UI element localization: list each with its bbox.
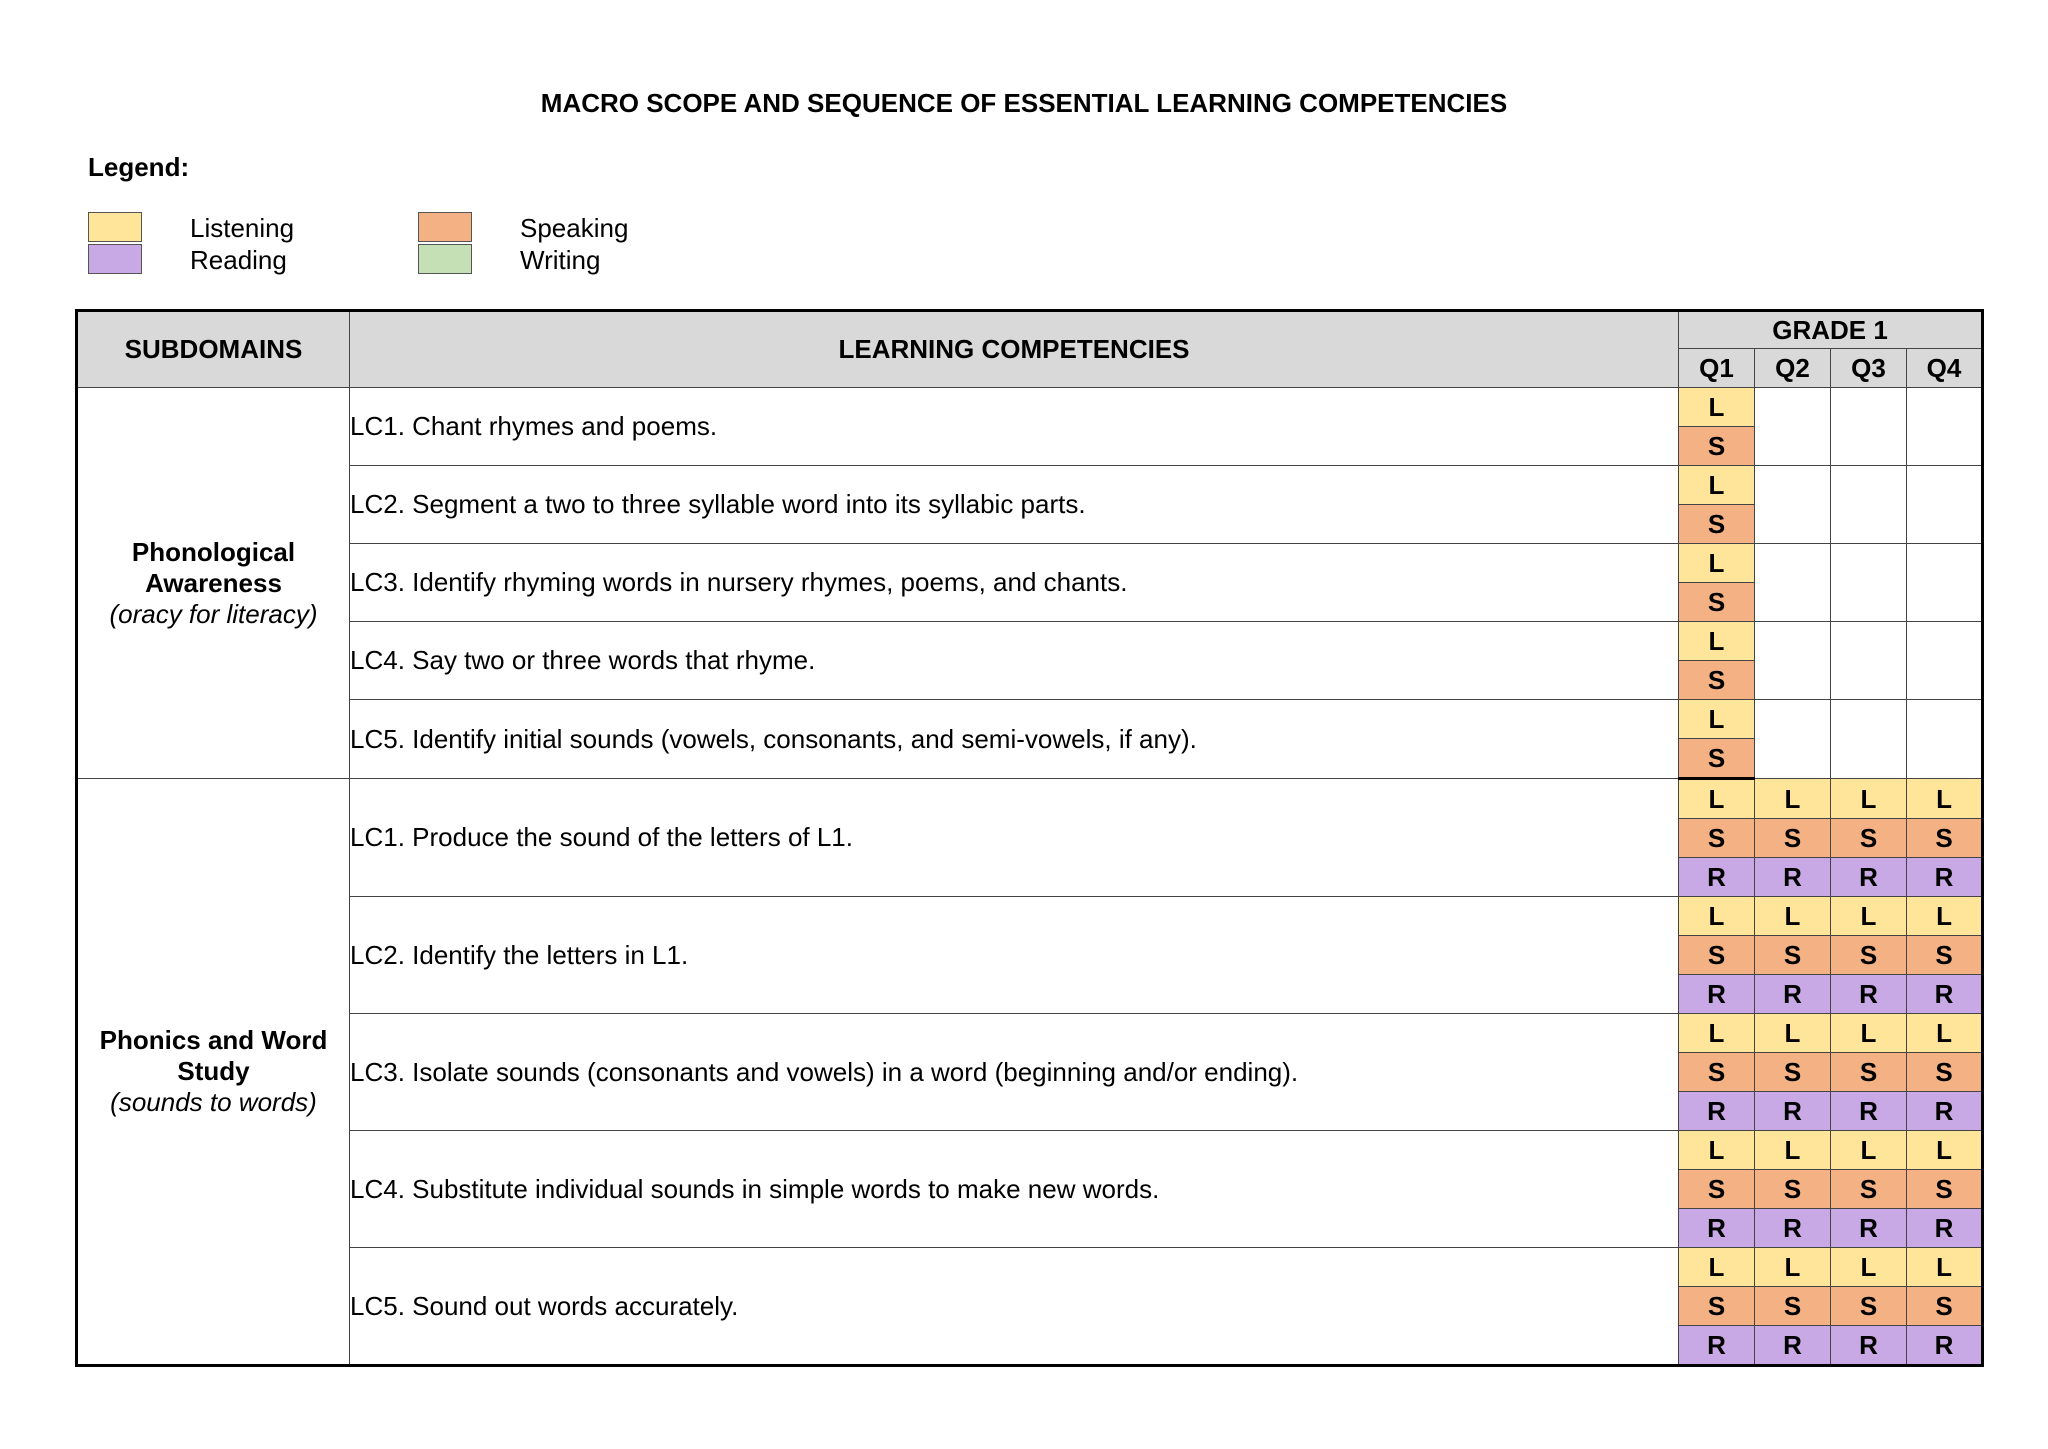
table-body bbox=[77, 388, 1983, 1366]
header-grade: GRADE 1 bbox=[1679, 311, 1983, 349]
legend-swatch-writing bbox=[418, 244, 472, 274]
quarter-code-cell: R bbox=[1831, 1209, 1907, 1248]
table-row bbox=[77, 622, 1983, 661]
quarter-code-cell: L bbox=[1679, 897, 1755, 936]
quarter-code-cell: R bbox=[1679, 858, 1755, 897]
quarter-code-cell: R bbox=[1907, 1092, 1983, 1131]
quarter-code-cell: S bbox=[1679, 936, 1755, 975]
quarter-code-cell: L bbox=[1831, 1131, 1907, 1170]
header-learning-competencies: LEARNING COMPETENCIES bbox=[350, 311, 1679, 388]
quarter-code-cell: R bbox=[1679, 1326, 1755, 1366]
quarter-code-cell: R bbox=[1755, 1092, 1831, 1131]
quarter-code-cell: S bbox=[1831, 819, 1907, 858]
quarter-code-cell: S bbox=[1907, 1287, 1983, 1326]
quarter-code-cell: L bbox=[1831, 779, 1907, 819]
quarter-code-cell: L bbox=[1755, 1131, 1831, 1170]
header-subdomains: SUBDOMAINS bbox=[77, 311, 350, 388]
quarter-code-cell: S bbox=[1679, 1287, 1755, 1326]
quarter-code-cell: L bbox=[1907, 1131, 1983, 1170]
quarter-code-cell: L bbox=[1907, 1248, 1983, 1287]
quarter-code-cell: R bbox=[1907, 1209, 1983, 1248]
quarter-code-cell: S bbox=[1755, 819, 1831, 858]
table-row bbox=[77, 1131, 1983, 1170]
competency-text: LC2. Identify the letters in L1. bbox=[350, 897, 1679, 1014]
quarter-code-cell: S bbox=[1755, 1287, 1831, 1326]
quarter-empty-cell bbox=[1831, 544, 1907, 622]
quarter-code-cell: L bbox=[1679, 1131, 1755, 1170]
quarter-code-cell: S bbox=[1907, 936, 1983, 975]
table-row bbox=[77, 544, 1983, 583]
competency-text: LC3. Identify rhyming words in nursery rhymes, poems, and chants. bbox=[350, 544, 1679, 622]
quarter-code-cell: S bbox=[1755, 1170, 1831, 1209]
quarter-empty-cell bbox=[1831, 622, 1907, 700]
quarter-empty-cell bbox=[1907, 466, 1983, 544]
competency-text: LC1. Produce the sound of the letters of L1. bbox=[350, 779, 1679, 897]
quarter-code-cell: L bbox=[1679, 544, 1755, 583]
subdomain-name-line1: Phonics and Word bbox=[99, 1025, 328, 1055]
competency-table bbox=[75, 309, 1984, 1367]
quarter-code-cell: S bbox=[1679, 583, 1755, 622]
quarter-code-cell: S bbox=[1831, 936, 1907, 975]
quarter-code-cell: L bbox=[1907, 779, 1983, 819]
quarter-code-cell: L bbox=[1755, 1248, 1831, 1287]
quarter-empty-cell bbox=[1907, 388, 1983, 466]
quarter-code-cell: S bbox=[1679, 1053, 1755, 1092]
quarter-code-cell: S bbox=[1679, 819, 1755, 858]
quarter-code-cell: S bbox=[1679, 661, 1755, 700]
quarter-code-cell: R bbox=[1755, 858, 1831, 897]
table-row bbox=[77, 700, 1983, 739]
quarter-code-cell: R bbox=[1679, 1209, 1755, 1248]
header-q2: Q2 bbox=[1755, 349, 1831, 388]
legend-label-writing: Writing bbox=[520, 245, 601, 275]
quarter-code-cell: L bbox=[1679, 700, 1755, 739]
subdomain-cell bbox=[77, 388, 350, 779]
legend-label-reading: Reading bbox=[190, 245, 287, 275]
quarter-code-cell: R bbox=[1907, 1326, 1983, 1366]
quarter-code-cell: R bbox=[1831, 858, 1907, 897]
quarter-code-cell: L bbox=[1831, 897, 1907, 936]
table-row bbox=[77, 388, 1983, 427]
quarter-code-cell: L bbox=[1907, 1014, 1983, 1053]
quarter-code-cell: S bbox=[1679, 427, 1755, 466]
quarter-code-cell: S bbox=[1907, 1170, 1983, 1209]
quarter-empty-cell bbox=[1755, 622, 1831, 700]
competency-text: LC5. Identify initial sounds (vowels, consonants, and semi-vowels, if any). bbox=[350, 700, 1679, 779]
subdomain-name-line1: Phonological bbox=[131, 536, 296, 567]
quarter-empty-cell bbox=[1907, 700, 1983, 779]
quarter-code-cell: L bbox=[1755, 1014, 1831, 1053]
quarter-code-cell: R bbox=[1907, 858, 1983, 897]
table-row bbox=[77, 466, 1983, 505]
quarter-code-cell: R bbox=[1755, 975, 1831, 1014]
competency-text: LC1. Chant rhymes and poems. bbox=[350, 388, 1679, 466]
quarter-empty-cell bbox=[1831, 700, 1907, 779]
quarter-code-cell: S bbox=[1831, 1170, 1907, 1209]
competency-text: LC5. Sound out words accurately. bbox=[350, 1248, 1679, 1366]
quarter-code-cell: L bbox=[1831, 1014, 1907, 1053]
quarter-code-cell: L bbox=[1679, 388, 1755, 427]
legend-swatch-reading bbox=[88, 244, 142, 274]
quarter-code-cell: R bbox=[1831, 975, 1907, 1014]
quarter-code-cell: L bbox=[1679, 622, 1755, 661]
quarter-code-cell: L bbox=[1679, 779, 1755, 819]
quarter-code-cell: S bbox=[1679, 505, 1755, 544]
quarter-code-cell: L bbox=[1679, 1248, 1755, 1287]
legend-heading: Legend: bbox=[88, 152, 190, 182]
quarter-code-cell: S bbox=[1831, 1287, 1907, 1326]
quarter-code-cell: S bbox=[1755, 936, 1831, 975]
subdomain-cell bbox=[77, 779, 350, 1366]
header-q1: Q1 bbox=[1679, 349, 1755, 388]
competency-text: LC4. Say two or three words that rhyme. bbox=[350, 622, 1679, 700]
quarter-empty-cell bbox=[1907, 544, 1983, 622]
subdomain-name-line2: Study bbox=[177, 1056, 250, 1086]
subdomain-description: (sounds to words) bbox=[110, 1087, 317, 1117]
quarter-code-cell: R bbox=[1679, 975, 1755, 1014]
quarter-empty-cell bbox=[1755, 466, 1831, 544]
quarter-empty-cell bbox=[1831, 388, 1907, 466]
quarter-code-cell: S bbox=[1907, 1053, 1983, 1092]
quarter-empty-cell bbox=[1755, 700, 1831, 779]
page-title: MACRO SCOPE AND SEQUENCE OF ESSENTIAL LEARNING COMPETENCIES bbox=[540, 88, 1508, 118]
quarter-code-cell: S bbox=[1755, 1053, 1831, 1092]
quarter-code-cell: S bbox=[1679, 1170, 1755, 1209]
competency-text: LC2. Segment a two to three syllable word into its syllabic parts. bbox=[350, 466, 1679, 544]
table-row bbox=[77, 779, 1983, 819]
quarter-code-cell: R bbox=[1755, 1209, 1831, 1248]
header-q3: Q3 bbox=[1831, 349, 1907, 388]
quarter-code-cell: S bbox=[1679, 739, 1755, 779]
quarter-empty-cell bbox=[1907, 622, 1983, 700]
competency-text: LC3. Isolate sounds (consonants and vowels) in a word (beginning and/or ending). bbox=[350, 1014, 1679, 1131]
quarter-code-cell: S bbox=[1831, 1053, 1907, 1092]
quarter-code-cell: L bbox=[1831, 1248, 1907, 1287]
legend-label-listening: Listening bbox=[190, 213, 295, 243]
quarter-empty-cell bbox=[1831, 466, 1907, 544]
quarter-code-cell: L bbox=[1679, 1014, 1755, 1053]
quarter-code-cell: R bbox=[1907, 975, 1983, 1014]
table-row bbox=[77, 1248, 1983, 1287]
quarter-code-cell: R bbox=[1831, 1092, 1907, 1131]
quarter-code-cell: R bbox=[1755, 1326, 1831, 1366]
legend-swatch-speaking bbox=[418, 212, 472, 242]
quarter-code-cell: L bbox=[1679, 466, 1755, 505]
quarter-empty-cell bbox=[1755, 544, 1831, 622]
legend-label-speaking: Speaking bbox=[520, 213, 629, 243]
header-q4: Q4 bbox=[1907, 349, 1983, 388]
table-row bbox=[77, 1014, 1983, 1053]
quarter-code-cell: R bbox=[1831, 1326, 1907, 1366]
subdomain-description: (oracy for literacy) bbox=[109, 598, 318, 629]
quarter-code-cell: L bbox=[1755, 779, 1831, 819]
quarter-code-cell: L bbox=[1907, 897, 1983, 936]
quarter-empty-cell bbox=[1755, 388, 1831, 466]
quarter-code-cell: R bbox=[1679, 1092, 1755, 1131]
quarter-code-cell: S bbox=[1907, 819, 1983, 858]
table-row bbox=[77, 897, 1983, 936]
subdomain-name-line2: Awareness bbox=[145, 567, 282, 598]
competency-text: LC4. Substitute individual sounds in simple words to make new words. bbox=[350, 1131, 1679, 1248]
legend-swatch-listening bbox=[88, 212, 142, 242]
quarter-code-cell: L bbox=[1755, 897, 1831, 936]
